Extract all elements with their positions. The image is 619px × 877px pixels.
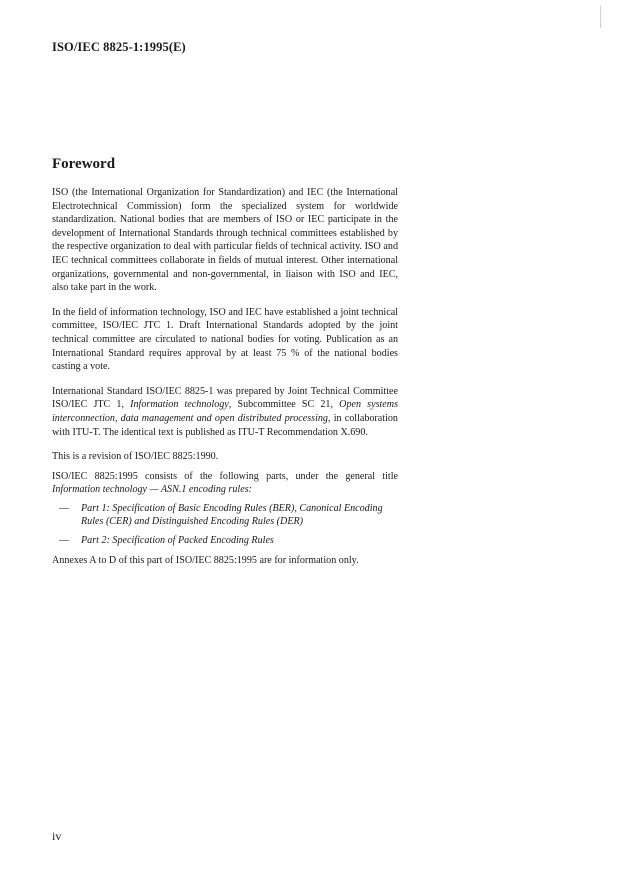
list-item [52,502,398,529]
part-title: Part 1: Specification of Basic Encoding Rules (BER), Canonical Encoding Rules (CER) and Distinguished Encoding Rules (DER) [81,502,383,528]
list-dash: — [59,535,70,547]
page-title: Foreword [52,156,116,172]
parts-list [52,502,398,548]
paragraph-jtc1: In the field of information technology, ISO and IEC have established a joint technical committee, ISO/IEC JTC 1. Draft International Standards adopted by the joint technical committee are circulated to national bodies for voting. Publication as an International Standard requires approval by at least 75 % of the national bodies casting a vote. [52,306,398,373]
preparation-subcommittee-title: Open systems interconnection, data management and open distributed processing [52,399,398,424]
paragraph-annexes: Annexes A to D of this part of ISO/IEC 8825:1995 are for information only. [52,554,359,566]
foreword-body [52,186,398,578]
preparation-text-3: , in collaboration with ITU-T. The identical text is published as ITU-T Recommendation X.690. [52,412,398,438]
paragraph-parts-intro [52,470,398,497]
parts-intro-text: ISO/IEC 8825:1995 consists of the following parts, under the general title [52,470,398,482]
scan-artifact-line [600,6,601,28]
page-number: iv [52,829,62,843]
paragraph-organizations: ISO (the International Organization for Standardization) and IEC (the International Electrotechnical Commission) form the specialized system for worldwide standardization. National bodies that are members of ISO or IEC participate in the development of International Standards through technical committees established by the respective organization to deal with particular fields of technical activity. ISO and IEC technical committees collaborate in fields of mutual interest. Other international organizations, governmental and non-governmental, in liaison with ISO and IEC, also take part in the work. [52,187,398,294]
paragraph-revision: This is a revision of ISO/IEC 8825:1990. [52,451,219,463]
preparation-text-2: , Subcommittee SC 21, [228,399,340,411]
list-dash: — [59,502,70,514]
list-item [52,534,398,548]
parts-general-title: Information technology — ASN.1 encoding rules: [52,484,252,496]
preparation-text-1: International Standard ISO/IEC 8825-1 was prepared by Joint Technical Committee ISO/IEC JTC 1, [52,385,398,411]
preparation-committee-title: Information technology [130,399,229,411]
document-header-id: ISO/IEC 8825-1:1995(E) [52,40,186,54]
paragraph-preparation [52,385,398,439]
part-title: Part 2: Specification of Packed Encoding Rules [81,535,274,547]
